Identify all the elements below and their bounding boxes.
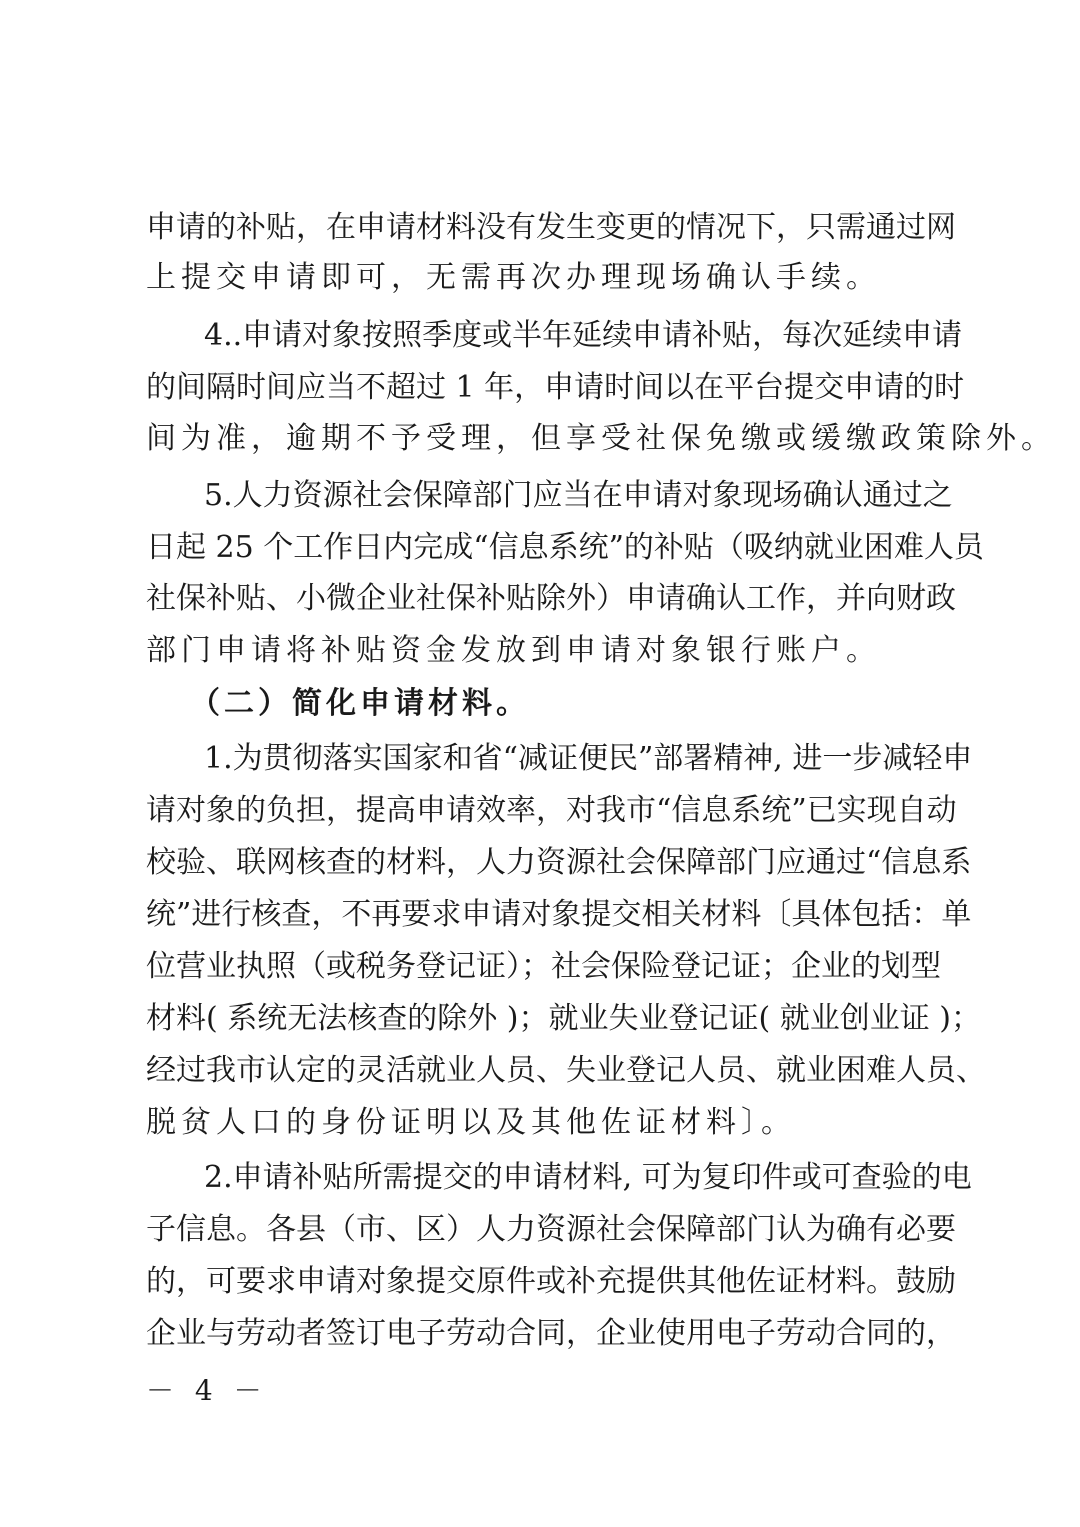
text-line: 企业与劳动者签订电子劳动合同，企业使用电子劳动合同的， [146, 1316, 956, 1351]
paragraph-5-start: 5.人力资源社会保障部门应当在申请对象现场确认通过之 [204, 478, 953, 513]
text-line: 间为准，逾期不予受理，但享受社保免缴或缓缴政策除外。 [146, 421, 1056, 456]
text-line: 材料( 系统无法核查的除外 )；就业失业登记证( 就业创业证 )； [146, 1001, 981, 1036]
section-heading: （二）简化申请材料。 [190, 686, 530, 721]
paragraph-2-start: 2.申请补贴所需提交的申请材料, 可为复印件或可查验的电 [204, 1160, 972, 1195]
text-line: 上提交申请即可，无需再次办理现场确认手续。 [146, 260, 881, 295]
paragraph-1-start: 1.为贯彻落实国家和省“减证便民”部署精神, 进一步减轻申 [204, 741, 973, 776]
page-number: － 4 － [146, 1374, 268, 1407]
paragraph-4-start: 4..申请对象按照季度或半年延续申请补贴，每次延续申请 [204, 318, 963, 353]
text-line: 社保补贴、小微企业社保补贴除外）申请确认工作，并向财政 [146, 581, 956, 616]
text-line: 的间隔时间应当不超过 1 年，申请时间以在平台提交申请的时 [146, 370, 965, 405]
text-line: 日起 25 个工作日内完成“信息系统”的补贴（吸纳就业困难人员 [146, 530, 984, 565]
text-line: 经过我市认定的灵活就业人员、失业登记人员、就业困难人员、 [146, 1053, 986, 1088]
text-line: 申请的补贴，在申请材料没有发生变更的情况下，只需通过网 [146, 210, 956, 245]
text-line: 部门申请将补贴资金发放到申请对象银行账户。 [146, 633, 881, 668]
text-line: 校验、联网核查的材料，人力资源社会保障部门应通过“信息系 [146, 845, 972, 880]
text-line: 脱贫人口的身份证明以及其他佐证材料〕。 [146, 1105, 796, 1140]
text-line: 的，可要求申请对象提交原件或补充提供其他佐证材料。鼓励 [146, 1264, 956, 1299]
text-line: 请对象的负担，提高申请效率，对我市“信息系统”已实现自动 [146, 793, 957, 828]
text-line: 子信息。各县（市、区）人力资源社会保障部门认为确有必要 [146, 1212, 956, 1247]
text-line: 位营业执照（或税务登记证）；社会保险登记证；企业的划型 [146, 949, 941, 984]
text-line: 统”进行核查，不再要求申请对象提交相关材料〔具体包括：单 [146, 897, 972, 932]
